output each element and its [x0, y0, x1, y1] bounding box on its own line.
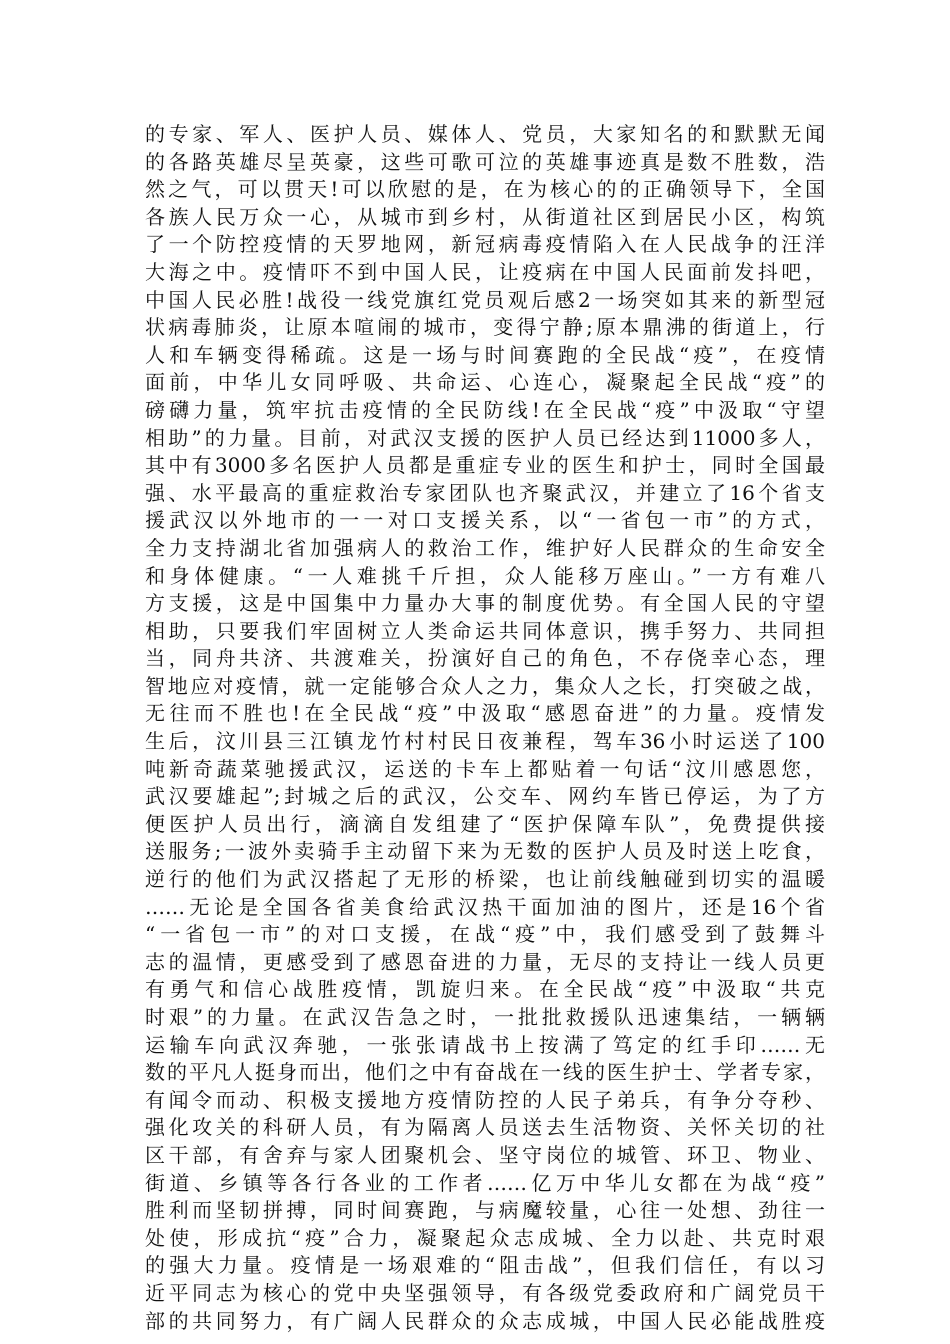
text-line: 运输车向武汉奔驰，一张张请战书上按满了笃定的红手印……无	[145, 1032, 825, 1057]
text-line: “一省包一市”的对口支援，在战“疫”中，我们感受到了鼓舞斗	[145, 922, 825, 947]
text-line: 援武汉以外地市的一一对口支援关系，以“一省包一市”的方式，	[145, 508, 825, 533]
text-line: 有勇气和信心战胜疫情，凯旋归来。在全民战“疫”中汲取“共克	[145, 977, 825, 1002]
text-line: 时艰”的力量。在武汉告急之时，一批批救援队迅速集结，一辆辆	[145, 1005, 825, 1029]
text-line: 人和车辆变得稀疏。这是一场与时间赛跑的全民战“疫”，在疫情	[145, 342, 825, 367]
text-line: 强、水平最高的重症救治专家团队也齐聚武汉，并建立了16个省支	[145, 480, 825, 505]
text-line: 吨新奇蔬菜驰援武汉，运送的卡车上都贴着一句话“汶川感恩您，	[145, 756, 825, 781]
text-line: 数的平凡人挺身而出，他们之中有奋战在一线的医生护士、学者专家，	[145, 1060, 825, 1085]
text-line: ……无论是全国各省美食给武汉热干面加油的图片，还是16个省	[145, 894, 825, 919]
text-line: 逆行的他们为武汉搭起了无形的桥梁，也让前线触碰到切实的温暖	[145, 867, 825, 892]
text-line: 方支援，这是中国集中力量办大事的制度优势。有全国人民的守望	[145, 591, 825, 616]
text-line: 中国人民必胜!战役一线党旗红党员观后感2一场突如其来的新型冠	[145, 287, 825, 312]
text-line: 全力支持湖北省加强病人的救治工作，维护好人民群众的生命安全	[145, 535, 825, 560]
text-line: 强化攻关的科研人员，有为隔离人员送去生活物资、关怀关切的社	[145, 1115, 825, 1140]
text-line: 志的温情，更感受到了感恩奋进的力量，无尽的支持让一线人员更	[145, 949, 825, 974]
text-line: 胜利而坚韧拼搏，同时间赛跑，与病魔较量，心往一处想、劲往一	[145, 1198, 825, 1223]
text-line: 当，同舟共济、共渡难关，扮演好自己的角色，不存侥幸心态，理	[145, 646, 825, 671]
text-line: 然之气，可以贯天!可以欣慰的是，在为核心的的正确领导下，全国	[145, 177, 825, 202]
text-line: 送服务;一波外卖骑手主动留下来为无数的医护人员及时送上吃食，	[145, 839, 825, 864]
text-line: 面前，中华儿女同呼吸、共命运、心连心，凝聚起全民战“疫”的	[145, 370, 825, 395]
text-line: 便医护人员出行，滴滴自发组建了“医护保障车队”，免费提供接	[145, 811, 825, 836]
text-line: 智地应对疫情，就一定能够合众人之力，集众人之长，打突破之战，	[145, 673, 825, 698]
text-line: 其中有3000多名医护人员都是重症专业的医生和护士，同时全国最	[145, 453, 825, 478]
text-line: 区干部，有舍弃与家人团聚机会、坚守岗位的城管、环卫、物业、	[145, 1142, 825, 1167]
text-line: 有闻令而动、积极支援地方疫情防控的人民子弟兵，有争分夺秒、	[145, 1087, 825, 1112]
text-line: 相助”的力量。目前，对武汉支援的医护人员已经达到11000多人，	[145, 425, 825, 450]
text-line: 了一个防控疫情的天罗地网，新冠病毒疫情陷入在人民战争的汪洋	[145, 232, 825, 257]
text-line: 的各路英雄尽呈英豪，这些可歌可泣的英雄事迹真是数不胜数，浩	[145, 149, 825, 174]
text-line: 相助，只要我们牢固树立人类命运共同体意识，携手努力、共同担	[145, 618, 825, 643]
text-line: 街道、乡镇等各行各业的工作者……亿万中华儿女都在为战“疫”	[145, 1170, 825, 1195]
text-line: 生后，汶川县三江镇龙竹村村民日夜兼程，驾车36小时运送了100	[145, 729, 825, 754]
text-line: 的专家、军人、医护人员、媒体人、党员，大家知名的和默默无闻	[145, 122, 825, 146]
text-line: 各族人民万众一心，从城市到乡村，从街道社区到居民小区，构筑	[145, 204, 825, 229]
text-line: 磅礴力量，筑牢抗击疫情的全民防线!在全民战“疫”中汲取“守望	[145, 397, 825, 422]
text-line: 部的共同努力，有广阔人民群众的众志成城，中国人民必能战胜疫	[145, 1308, 825, 1333]
text-line: 无往而不胜也!在全民战“疫”中汲取“感恩奋进”的力量。疫情发	[145, 701, 825, 726]
text-line: 武汉要雄起”;封城之后的武汉，公交车、网约车皆已停运，为了方	[145, 784, 825, 809]
text-line: 近平同志为核心的党中央坚强领导，有各级党委政府和广阔党员干	[145, 1280, 825, 1305]
text-line: 状病毒肺炎，让原本喧闹的城市，变得宁静;原本鼎沸的街道上，行	[145, 315, 825, 340]
text-line: 处使，形成抗“疫”合力，凝聚起众志成城、全力以赴、共克时艰	[145, 1225, 825, 1250]
text-line: 大海之中。疫情吓不到中国人民，让疫病在中国人民面前发抖吧，	[145, 259, 825, 284]
body-text	[145, 121, 825, 1335]
text-line: 和身体健康。“一人难挑千斤担，众人能移万座山。”一方有难八	[145, 563, 825, 588]
text-line: 的强大力量。疫情是一场艰难的“阻击战”，但我们信任，有以习	[145, 1253, 825, 1278]
